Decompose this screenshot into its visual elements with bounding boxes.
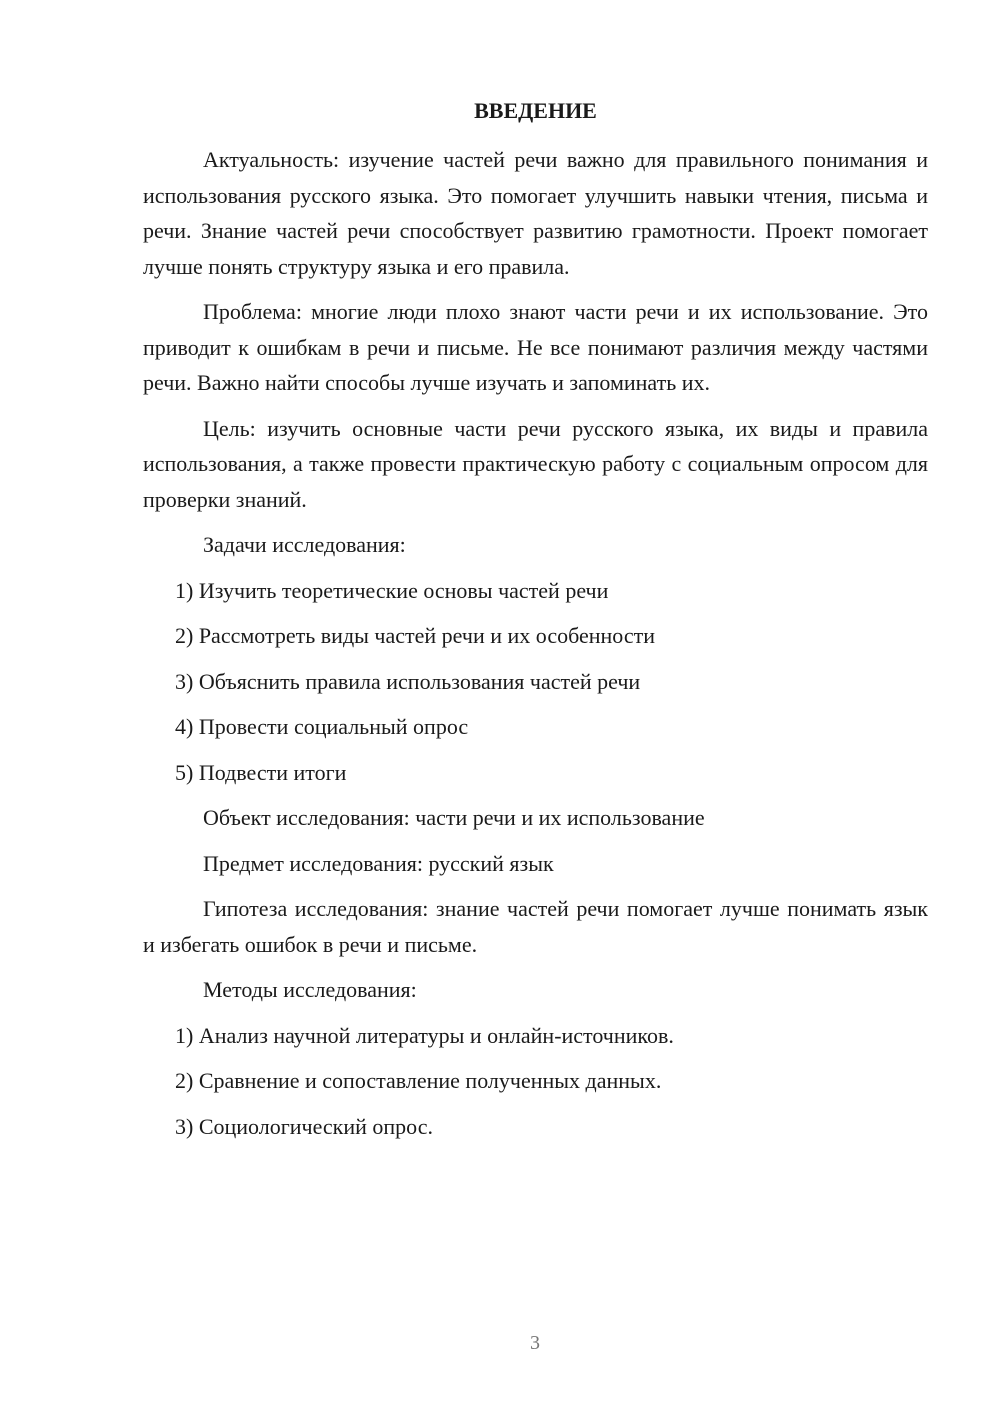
relevance-paragraph: Актуальность: изучение частей речи важно для правильного понимания и использования русского языка. Это помогает улучшить навыки чтения, письма и речи. Знание частей речи способствует развитию грамотности. Проект помогает лучше понять структуру языка и его правила. [143, 147, 928, 279]
methods-heading: Методы исследования: [203, 977, 417, 1002]
task-item: 2) Рассмотреть виды частей речи и их особенности [175, 623, 655, 648]
research-subject: Предмет исследования: русский язык [203, 850, 554, 876]
hypothesis-paragraph: Гипотеза исследования: знание частей речи помогает лучше понимать язык и избегать ошибок в речи и письме. [143, 896, 928, 957]
method-item: 2) Сравнение и сопоставление полученных данных. [175, 1068, 662, 1093]
method-item: 3) Социологический опрос. [175, 1113, 433, 1139]
page-title: ВВЕДЕНИЕ [474, 98, 597, 123]
tasks-heading: Задачи исследования: [203, 532, 406, 557]
problem-paragraph: Проблема: многие люди плохо знают части речи и их использование. Это приводит к ошибкам в речи и письме. Не все понимают различия между частями речи. Важно найти способы лучше изучать и запоминать их. [143, 299, 928, 395]
research-object: Объект исследования: части речи и их использование [203, 805, 705, 830]
page-number: 3 [530, 1332, 540, 1354]
task-item: 5) Подвести итоги [175, 759, 347, 785]
task-item: 3) Объяснить правила использования частей речи [175, 668, 641, 694]
goal-paragraph: Цель: изучить основные части речи русского языка, их виды и правила использования, а также провести практическую работу с социальным опросом для проверки знаний. [143, 415, 928, 512]
method-item: 1) Анализ научной литературы и онлайн-источников. [175, 1022, 674, 1048]
document-body [143, 142, 928, 1154]
task-item: 4) Провести социальный опрос [175, 714, 469, 739]
task-item: 1) Изучить теоретические основы частей речи [175, 577, 609, 603]
